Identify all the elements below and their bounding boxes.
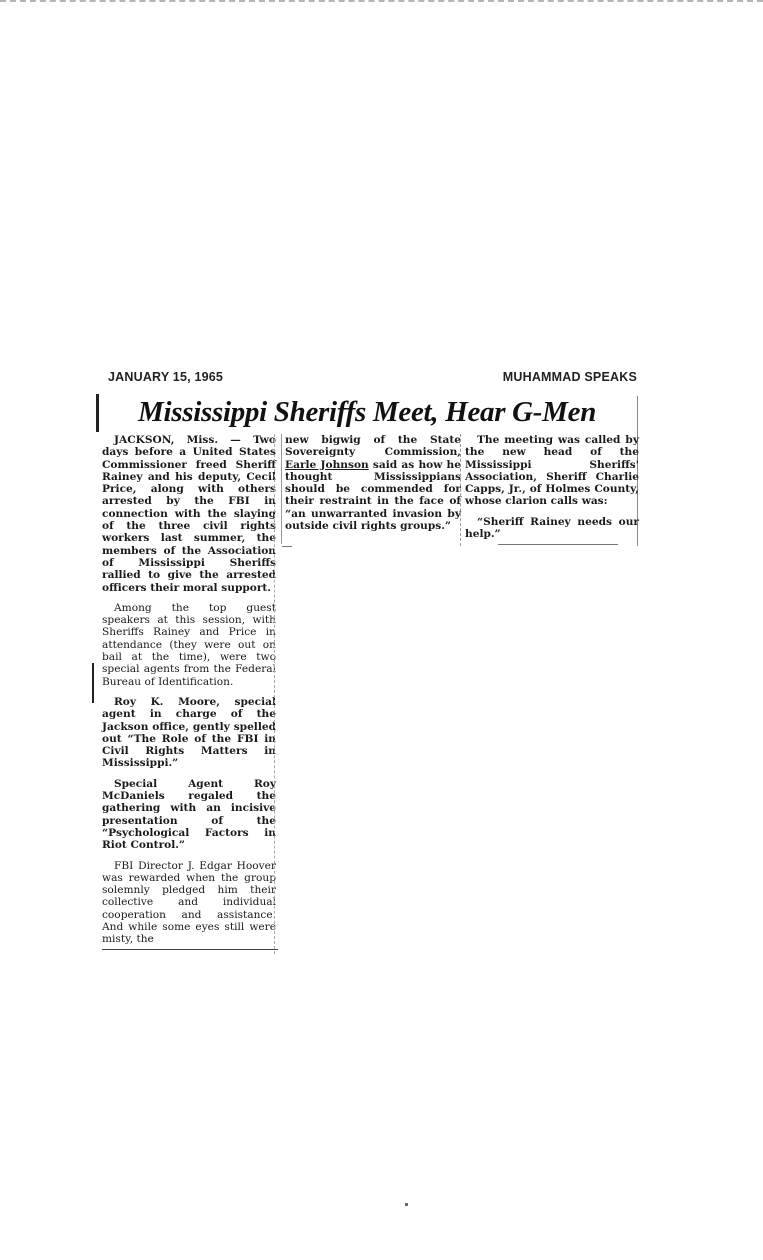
column-end-rule	[102, 949, 278, 950]
masthead	[108, 366, 637, 384]
paragraph: Among the top guest speakers at this session, with Sheriffs Rainey and Price in attendance (they were out on bail at the time), were two special agents from the Federal Bureau of Identification.	[102, 601, 276, 688]
underlined-name: Earle Johnson	[285, 458, 369, 471]
text-run: said as how he thought Mississippians should be commended for their restraint in the face of “an unwarranted invasion by outside civil rights groups.”	[285, 458, 461, 533]
issue-date: JANUARY 15, 1965	[108, 370, 224, 384]
margin-bracket-mark	[96, 394, 99, 432]
paragraph: The meeting was called by the new head of the Mississippi Sheriffs' Association, Sheriff Charlie Capps, Jr., of Holmes County, whose clarion calls was:	[465, 434, 639, 508]
paragraph: Roy K. Moore, special agent in charge of the Jackson office, gently spelled out “The Role of the FBI in Civil Rights Matters in Mississippi.”	[102, 695, 276, 770]
article-column-2	[281, 434, 461, 544]
paragraph: “Sheriff Rainey needs our help.”	[465, 515, 639, 541]
column-divider	[274, 434, 276, 954]
column-end-rule	[282, 546, 292, 547]
paragraph: Special Agent Roy McDaniels regaled the gathering with an incisive presentation of the “Psychological Factors in Riot Control.”	[102, 777, 276, 852]
scan-speck	[405, 1203, 408, 1206]
text-run: new bigwig of the State Sovereignty Commission,	[285, 434, 461, 459]
article-headline: Mississippi Sheriffs Meet, Hear G-Men	[138, 396, 597, 428]
paragraph: JACKSON, Miss. — Two days before a United States Commissioner freed Sheriff Rainey and his deputy, Cecil Price, along with others arrested by the FBI in connection with the slaying of the three civil rights workers last summer, the members of the Association of Mississippi Sheriffs rallied to give the arrested officers their moral support.	[102, 434, 276, 594]
article-column-1	[102, 434, 276, 954]
page-top-dashed-border	[0, 0, 763, 2]
article-column-3	[460, 434, 639, 546]
paragraph	[285, 434, 461, 532]
column-end-rule	[498, 544, 618, 545]
margin-bracket-mark	[92, 663, 94, 703]
paragraph: FBI Director J. Edgar Hoover was rewarded when the group solemnly pledged him their collective and individual cooperation and assistance. And while some eyes still were misty, the	[102, 859, 276, 946]
publication-name: MUHAMMAD SPEAKS	[502, 370, 637, 384]
